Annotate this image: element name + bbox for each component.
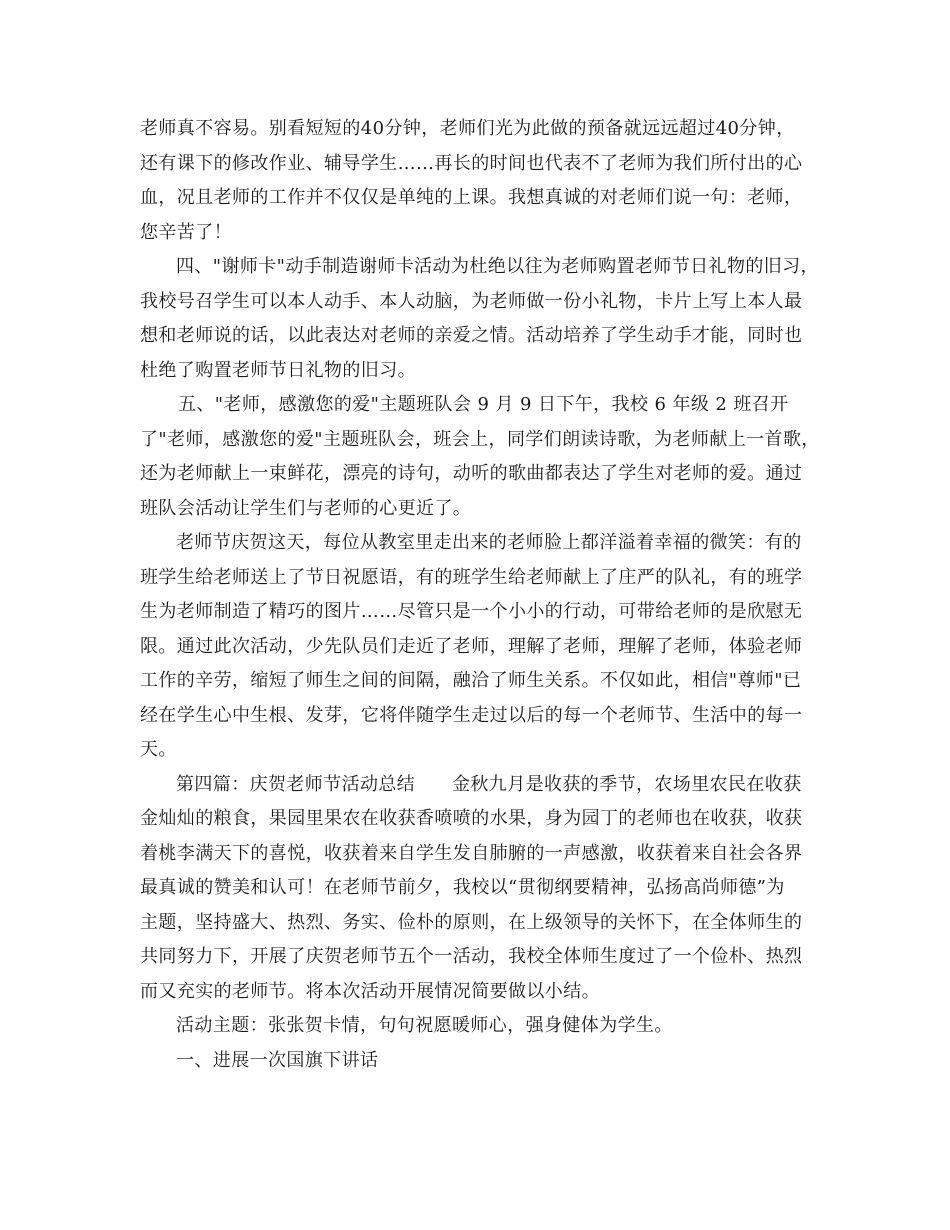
text-line: 共同努力下，开展了庆贺老师节五个一活动，我校全体师生度过了一个俭朴、热烈 bbox=[140, 946, 803, 967]
text-line: 老师真不容易。别看短短的40分钟，老师们光为此做的预备就远远超过40分钟， bbox=[140, 118, 795, 139]
paragraph-start-line: 四、"谢师卡"动手制造谢师卡活动为杜绝以往为老师购置老师节日礼物的旧习， bbox=[176, 256, 819, 277]
document-body bbox=[140, 112, 830, 1078]
text-line: 金灿灿的粮食，果园里果农在收获香喷喷的水果，身为园丁的老师也在收获，收获 bbox=[140, 808, 803, 829]
text-line: 杜绝了购置老师节日礼物的旧习。 bbox=[140, 359, 416, 381]
paragraph-start-line: 活动主题：张张贺卡情，句句祝愿暖师心，强身健体为学生。 bbox=[176, 1015, 673, 1036]
text-line: 我校号召学生可以本人动手、本人动脑，为老师做一份小礼物，卡片上写上本人最 bbox=[140, 290, 803, 312]
text-line: 限。通过此次活动，少先队员们走近了老师，理解了老师，理解了老师，体验老师 bbox=[140, 635, 803, 657]
paragraph-start-line: 第四篇：庆贺老师节活动总结 金秋九月是收获的季节，农场里农民在收获 bbox=[176, 773, 802, 795]
text-line: 还为老师献上一束鲜花，漂亮的诗句，动听的歌曲都表达了学生对老师的爱。通过 bbox=[140, 463, 803, 484]
text-line: 生为老师制造了精巧的图片……尽管只是一个小小的行动，可带给老师的是欣慰无 bbox=[140, 601, 803, 622]
paragraph-start-line: 老师节庆贺这天，每位从教室里走出来的老师脸上都洋溢着幸福的微笑：有的 bbox=[176, 532, 802, 553]
paragraph-start-line: 五、"老师，感激您的爱"主题班队会 9 月 9 日下午，我校 6 年级 2 班召开 bbox=[178, 394, 789, 415]
text-line: 最真诚的赞美和认可！在老师节前夕，我校以“贯彻纲要精神，弘扬高尚师德”为 bbox=[140, 877, 785, 898]
text-line: 想和老师说的话，以此表达对老师的亲爱之情。活动培养了学生动手才能，同时也 bbox=[140, 325, 803, 346]
text-line: 班学生给老师送上了节日祝愿语，有的班学生给老师献上了庄严的队礼，有的班学 bbox=[140, 566, 803, 588]
text-line: 着桃李满天下的喜悦，收获着来自学生发自肺腑的一声感激，收获着来自社会各界 bbox=[140, 842, 803, 864]
text-line: 血，况且老师的工作并不仅仅是单纯的上课。我想真诚的对老师们说一句：老师， bbox=[140, 187, 803, 208]
text-line: 班队会活动让学生们与老师的心更近了。 bbox=[140, 497, 472, 519]
text-line: 还有课下的修改作业、辅导学生……再长的时间也代表不了老师为我们所付出的心 bbox=[140, 152, 803, 174]
text-line: 天。 bbox=[140, 739, 177, 760]
text-line: 经在学生心中生根、发芽，它将伴随学生走过以后的每一个老师节、生活中的每一 bbox=[140, 704, 803, 726]
text-line: 了"老师，感激您的爱"主题班队会，班会上，同学们朗读诗歌，为老师献上一首歌， bbox=[140, 428, 820, 450]
text-line: 主题，坚持盛大、热烈、务实、俭朴的原则，在上级领导的关怀下，在全体师生的 bbox=[140, 911, 803, 933]
text-line: 而又充实的老师节。将本次活动开展情况简要做以小结。 bbox=[140, 980, 600, 1002]
text-line: 您辛苦了！ bbox=[140, 221, 232, 243]
section-heading: 一、进展一次国旗下讲话 bbox=[176, 1049, 379, 1071]
text-line: 工作的辛劳，缩短了师生之间的间隔，融洽了师生关系。不仅如此，相信"尊师"已 bbox=[140, 670, 802, 691]
